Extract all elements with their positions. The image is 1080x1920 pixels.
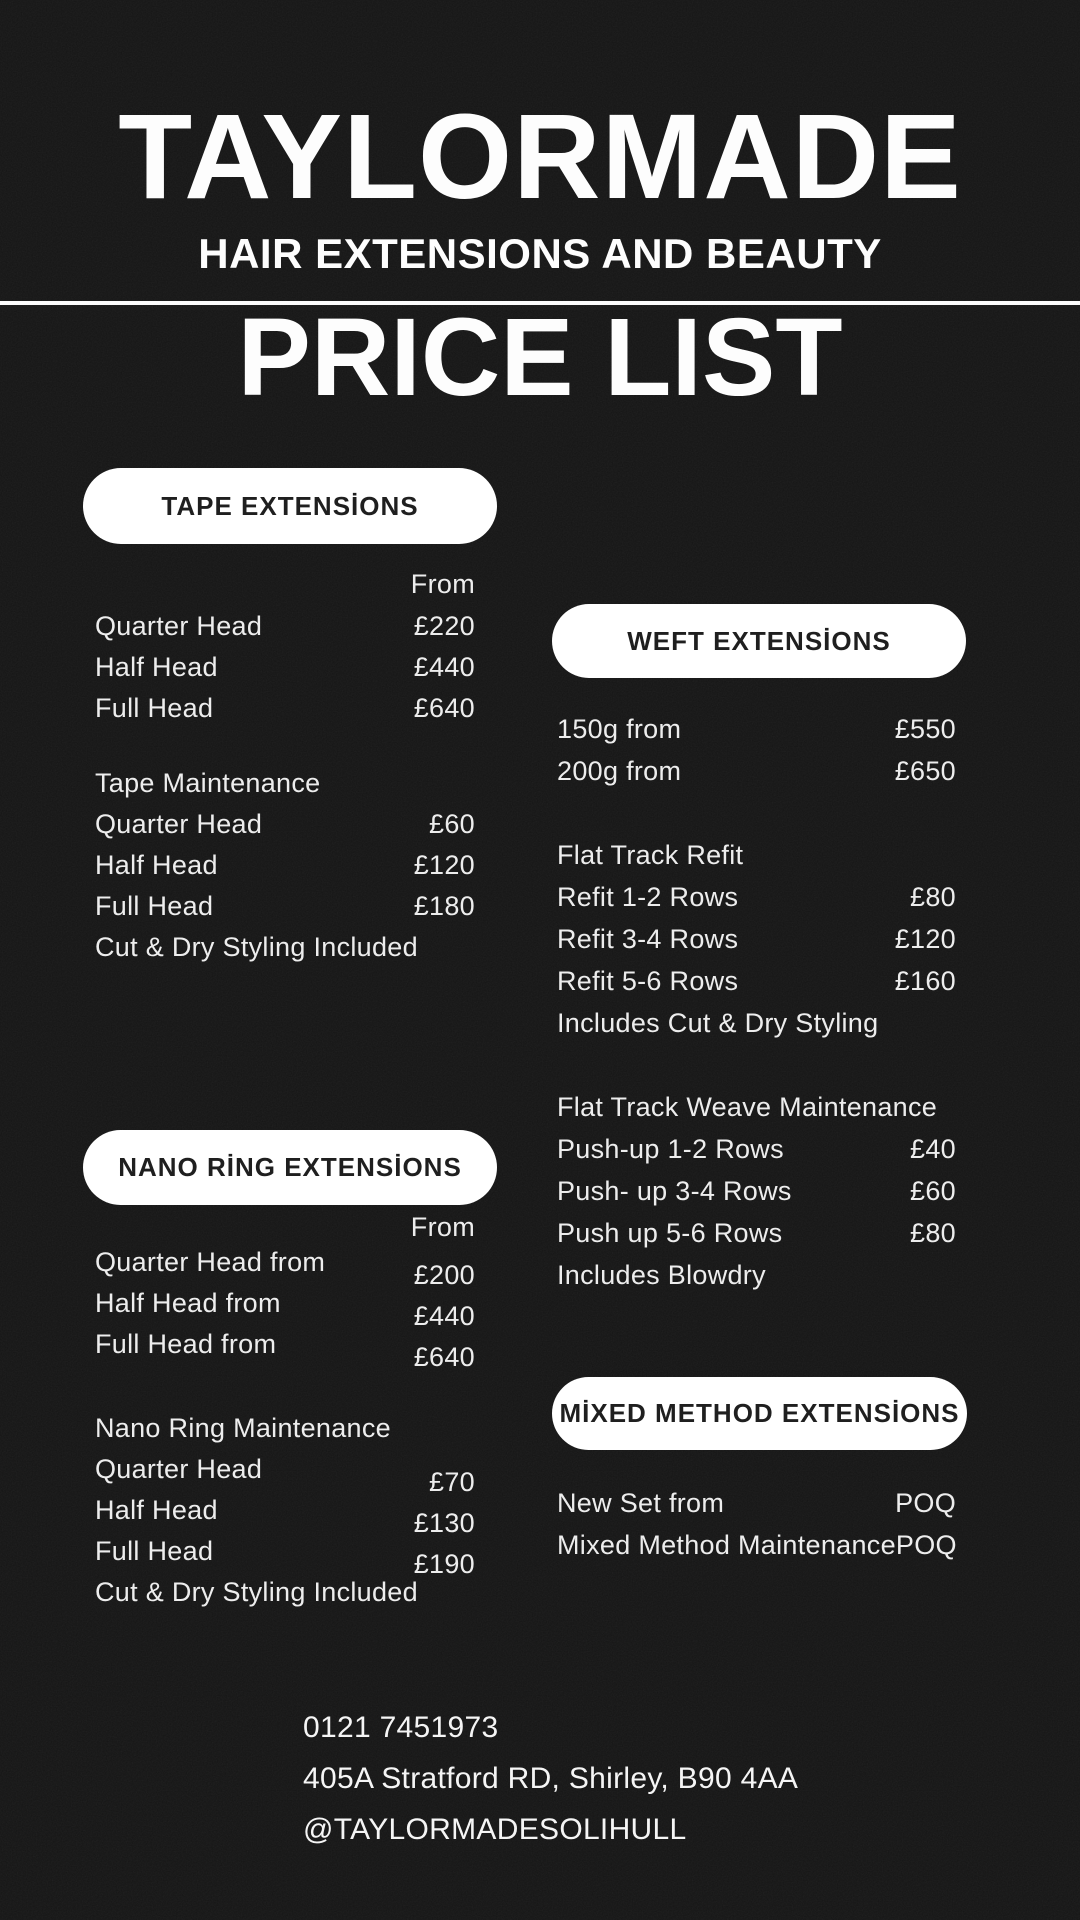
item-price: £40 xyxy=(910,1133,956,1164)
price-row xyxy=(557,1482,956,1524)
price-row xyxy=(95,562,475,606)
item-price: £120 xyxy=(413,850,475,880)
price-row xyxy=(557,1254,956,1296)
item-price: £220 xyxy=(413,611,475,641)
tape-maintenance-rows xyxy=(95,763,475,968)
section-pill-mixed-method-extensions xyxy=(552,1377,967,1450)
price-row xyxy=(557,1170,956,1212)
item-label: Refit 3-4 Rows xyxy=(557,923,739,954)
item-label: Tape Maintenance xyxy=(95,768,321,798)
footer-contact-block xyxy=(303,1702,798,1855)
item-label: Includes Cut & Dry Styling xyxy=(557,1007,879,1038)
item-price: £80 xyxy=(910,1217,956,1248)
item-label: Full Head from xyxy=(95,1329,277,1359)
price-row xyxy=(95,1449,475,1497)
price-row xyxy=(95,1212,475,1242)
item-label: Push-up 1-2 Rows xyxy=(557,1133,784,1164)
section-title-mixed: MİXED METHOD EXTENSİONS xyxy=(559,1398,960,1428)
item-price: £200 xyxy=(413,1260,475,1290)
item-price: POQ xyxy=(895,1487,956,1518)
price-row xyxy=(557,1524,956,1566)
price-row xyxy=(95,647,475,688)
item-label: Cut & Dry Styling Included xyxy=(95,1577,418,1607)
item-price: £440 xyxy=(413,1301,475,1331)
nano-price-rows xyxy=(95,1211,475,1372)
item-label: Quarter Head xyxy=(95,809,263,839)
item-label: Flat Track Refit xyxy=(557,839,744,870)
item-label: Full Head xyxy=(95,693,214,723)
item-label: Push up 5-6 Rows xyxy=(557,1217,783,1248)
mixed-method-rows xyxy=(557,1482,956,1566)
section-pill-tape-extensions xyxy=(83,468,497,544)
price-row xyxy=(95,1408,475,1449)
item-price: £650 xyxy=(894,755,956,786)
item-label: New Set from xyxy=(557,1487,725,1518)
item-label: Quarter Head xyxy=(95,1454,263,1484)
phone-number: 0121 7451973 xyxy=(303,1711,499,1744)
flat-track-weave-maintenance-rows xyxy=(557,1086,956,1296)
instagram-handle: @TAYLORMADESOLIHULL xyxy=(303,1813,687,1846)
item-price: £640 xyxy=(413,1342,475,1372)
price-row xyxy=(557,876,956,918)
item-price: From xyxy=(410,568,475,599)
price-row xyxy=(95,688,475,729)
item-price: POQ xyxy=(895,1529,957,1560)
item-label: Quarter Head xyxy=(95,611,263,641)
item-price: £60 xyxy=(429,809,475,839)
price-row xyxy=(95,1242,475,1290)
item-price: £120 xyxy=(894,923,956,954)
item-label: Flat Track Weave Maintenance xyxy=(557,1091,938,1122)
item-label: 200g from xyxy=(557,755,682,786)
item-label: Refit 1-2 Rows xyxy=(557,881,739,912)
section-title-tape: TAPE EXTENSİONS xyxy=(161,490,419,521)
item-price: £80 xyxy=(910,881,956,912)
item-label: Refit 5-6 Rows xyxy=(557,965,739,996)
section-pill-nano-ring-extensions xyxy=(83,1130,497,1205)
price-row xyxy=(95,845,475,886)
price-row xyxy=(95,886,475,927)
nano-maintenance-rows xyxy=(95,1408,475,1613)
price-row xyxy=(557,1128,956,1170)
price-row xyxy=(95,804,475,845)
price-row xyxy=(557,834,956,876)
item-label: Half Head from xyxy=(95,1288,281,1318)
price-row xyxy=(557,708,956,750)
brand-tagline: HAIR EXTENSIONS AND BEAUTY xyxy=(198,230,882,277)
price-row xyxy=(95,927,475,968)
item-price: £640 xyxy=(413,693,475,723)
flat-track-refit-rows xyxy=(557,834,956,1044)
price-row xyxy=(557,1212,956,1254)
item-price: £130 xyxy=(413,1508,475,1538)
item-price: £190 xyxy=(413,1549,475,1579)
price-row xyxy=(557,1086,956,1128)
page-title: PRICE LIST xyxy=(237,296,843,419)
brand-title: TAYLORMADE xyxy=(118,88,962,224)
item-label: Half Head xyxy=(95,1495,218,1525)
item-price: £160 xyxy=(894,965,956,996)
item-price: £70 xyxy=(429,1467,475,1497)
item-price: £60 xyxy=(910,1175,956,1206)
item-label: Mixed Method Maintenance xyxy=(557,1529,896,1560)
section-pill-weft-extensions xyxy=(552,604,966,678)
weft-price-rows xyxy=(557,708,956,792)
price-row xyxy=(557,918,956,960)
price-row xyxy=(95,606,475,647)
item-label: Half Head xyxy=(95,652,218,682)
item-label: Quarter Head from xyxy=(95,1247,326,1277)
item-label: Includes Blowdry xyxy=(557,1259,766,1290)
price-row xyxy=(557,960,956,1002)
item-price: £180 xyxy=(413,891,475,921)
item-label: Full Head xyxy=(95,891,214,921)
tape-price-rows xyxy=(95,562,475,729)
item-price: £550 xyxy=(894,713,956,744)
item-label: Cut & Dry Styling Included xyxy=(95,932,418,962)
price-row xyxy=(95,763,475,804)
item-label: Half Head xyxy=(95,850,218,880)
price-row xyxy=(557,750,956,792)
section-title-nano: NANO RİNG EXTENSİONS xyxy=(118,1152,462,1182)
item-label: Push- up 3-4 Rows xyxy=(557,1175,792,1206)
item-label: Full Head xyxy=(95,1536,214,1566)
item-label: Nano Ring Maintenance xyxy=(95,1413,391,1443)
street-address: 405A Stratford RD, Shirley, B90 4AA xyxy=(303,1762,799,1795)
item-price: From xyxy=(410,1211,475,1242)
price-row xyxy=(557,1002,956,1044)
price-row xyxy=(95,1490,475,1538)
section-title-weft: WEFT EXTENSİONS xyxy=(627,625,891,656)
item-label: 150g from xyxy=(557,713,682,744)
item-price: £440 xyxy=(413,652,475,682)
